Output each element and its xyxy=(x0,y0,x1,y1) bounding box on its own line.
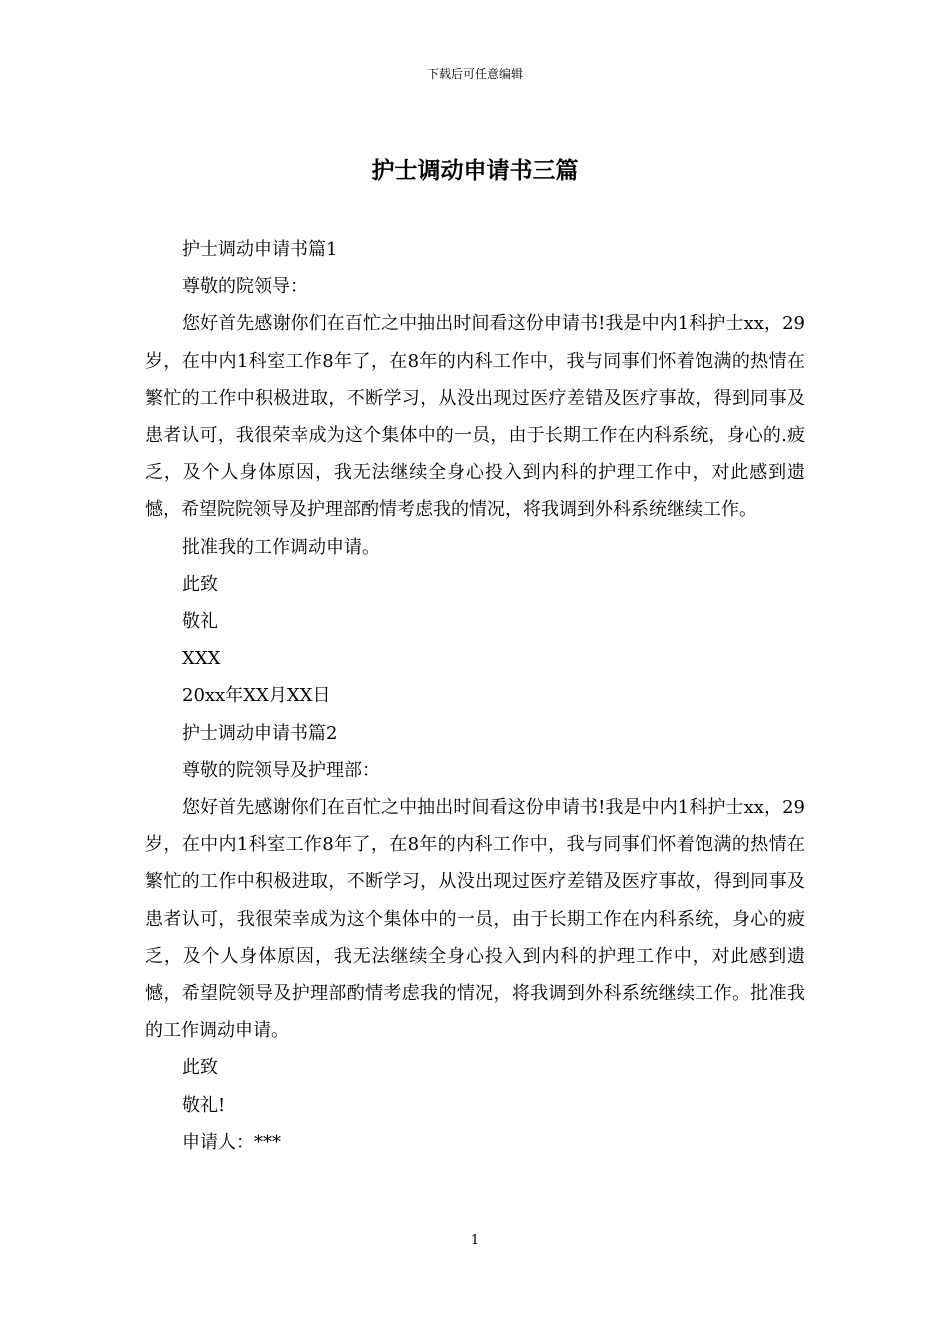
section1-signature: XXX xyxy=(182,648,221,670)
document-title: 护士调动申请书三篇 xyxy=(371,157,579,184)
section2-body: 您好首先感谢你们在百忙之中抽出时间看这份申请书!我是中内1科护士xx，29岁，在中内1科室工作8年了，在8年的内科工作中，我与同事们怀着饱满的热情在繁忙的工作中积极进取，不断学习，从没出现过医疗差错及医疗事故，得到同事及患者认可，我很荣幸成为这个集体中的一员，由于长期工作在内科系统，身心的疲乏，及个人身体原因，我无法继续全身心投入到内科的护理工作中，对此感到遗憾，希望院领导及护理部酌情考虑我的情况，将我调到外科系统继续工作。批准我的工作调动申请。 xyxy=(145,797,805,1042)
section1-request: 批准我的工作调动申请。 xyxy=(182,536,380,558)
section1-closing2: 敬礼 xyxy=(182,611,218,633)
document-body xyxy=(145,231,805,1161)
section2-applicant: 申请人：*** xyxy=(182,1131,281,1153)
section1-date: 20xx年XX月XX日 xyxy=(182,685,331,707)
section1-body: 您好首先感谢你们在百忙之中抽出时间看这份申请书!我是中内1科护士xx，29岁，在中内1科室工作8年了，在8年的内科工作中，我与同事们怀着饱满的热情在繁忙的工作中积极进取，不断学习，从没出现过医疗差错及医疗事故，得到同事及患者认可，我很荣幸成为这个集体中的一员，由于长期工作在内科系统，身心的.疲乏，及个人身体原因，我无法继续全身心投入到内科的护理工作中，对此感到遗憾，希望院院领导及护理部酌情考虑我的情况，将我调到外科系统继续工作。 xyxy=(145,313,805,521)
section1-closing1: 此致 xyxy=(182,573,218,595)
page-header-note: 下载后可任意编辑 xyxy=(426,67,523,81)
page-number: 1 xyxy=(470,1233,480,1248)
section2-closing2: 敬礼! xyxy=(182,1094,226,1116)
section2-salutation: 尊敬的院领导及护理部： xyxy=(182,759,380,781)
section1-salutation: 尊敬的院领导： xyxy=(182,276,308,298)
section1-heading: 护士调动申请书篇1 xyxy=(182,239,338,260)
section2-heading: 护士调动申请书篇2 xyxy=(182,722,338,744)
section2-closing1: 此致 xyxy=(182,1057,218,1079)
